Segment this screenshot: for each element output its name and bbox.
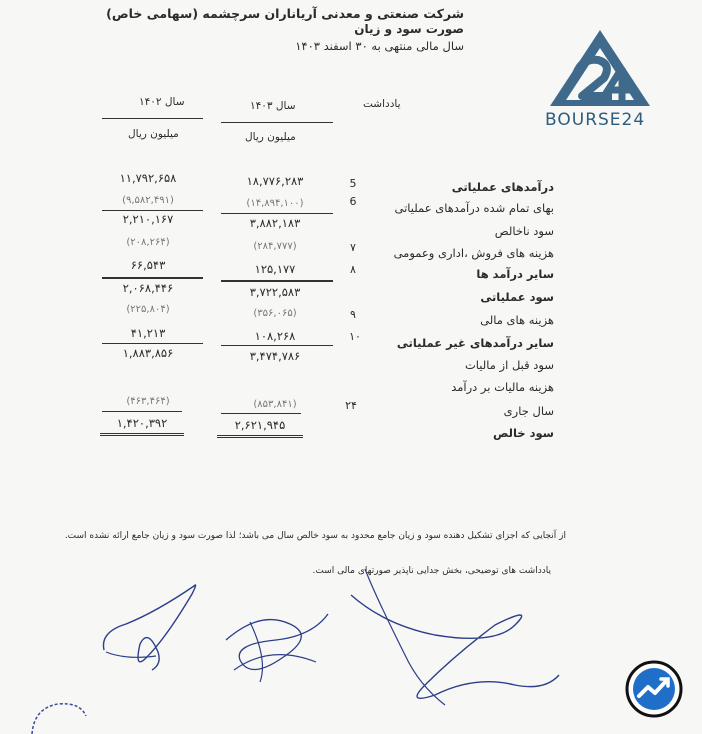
- rule-pretax-current: [221, 345, 333, 346]
- row-current-current-year-tax: (۸۵۳,۸۴۱): [253, 399, 297, 410]
- row-label-gross-profit: سود ناخالص: [494, 224, 554, 238]
- footnote-comprehensive: از آنجایی که اجزای تشکیل دهنده سود و زیان جامع محدود به سود خالص سال می باشد؛ لذا صورت سود و زیان جامع ارائه نشده است.: [64, 531, 566, 541]
- signature-right-icon: [345, 565, 565, 715]
- row-note-finance-costs: ۹: [350, 308, 356, 321]
- rule-pretax-prior: [102, 343, 203, 344]
- row-note-non-operating: ۱۰: [349, 330, 361, 343]
- current-year-header: سال ۱۴۰۳: [250, 100, 296, 112]
- logo-text: BOURSE24: [545, 110, 646, 130]
- rule-gross-current: [221, 213, 333, 214]
- row-note-revenue: 5: [349, 177, 357, 190]
- row-label-revenue: درآمدهای عملیاتی: [451, 180, 554, 194]
- rule-net-double-current: [217, 435, 303, 438]
- row-label-operating-profit: سود عملیاتی: [480, 290, 554, 304]
- row-current-net-profit: ۲,۶۲۱,۹۴۵: [234, 418, 286, 432]
- row-note-other-income: ۸: [350, 263, 356, 276]
- row-prior-current-year-tax: (۴۶۳,۴۶۴): [126, 396, 170, 407]
- header-rule-current: [221, 122, 333, 123]
- row-label-profit-before-tax: سود قبل از مالیات: [464, 358, 554, 372]
- row-prior-cost: (۹,۵۸۲,۴۹۱): [122, 195, 174, 206]
- row-prior-finance-costs: (۲۲۵,۸۰۴): [126, 304, 170, 315]
- row-prior-other-income: ۶۶,۵۴۳: [130, 258, 166, 272]
- signature-middle-icon: [220, 600, 340, 690]
- company-name: شرکت صنعتی و معدنی آریاناران سرچشمه (سهامی خاص): [106, 6, 464, 21]
- row-label-income-tax: هزینه مالیات بر درآمد: [451, 380, 554, 394]
- header-rule-prior: [102, 118, 203, 119]
- row-current-profit-before-tax: ۳,۴۷۴,۷۸۶: [249, 349, 301, 363]
- prior-year-header: سال ۱۴۰۲: [139, 96, 185, 108]
- row-label-sga: هزینه های فروش ،اداری وعمومی: [393, 246, 554, 260]
- rule-net-prior: [102, 411, 182, 412]
- row-label-finance-costs: هزینه های مالی: [480, 313, 554, 327]
- row-prior-profit-before-tax: ۱,۸۸۳,۸۵۶: [122, 346, 174, 360]
- row-label-non-operating: سایر درآمدهای غیر عملیاتی: [396, 336, 554, 350]
- row-prior-revenue: ۱۱,۷۹۲,۶۵۸: [119, 171, 177, 185]
- statement-title: صورت سود و زیان: [354, 22, 464, 36]
- row-prior-gross-profit: ۲,۲۱۰,۱۶۷: [122, 212, 174, 226]
- row-label-net-profit: سود خالص: [492, 426, 554, 440]
- rule-operating-prior: [102, 277, 203, 279]
- row-current-finance-costs: (۳۵۶,۰۶۵): [253, 308, 297, 319]
- row-current-revenue: ۱۸,۷۷۶,۲۸۳: [246, 174, 304, 188]
- row-note-current-year-tax: ۲۴: [345, 399, 357, 412]
- stamp-icon: [28, 700, 88, 734]
- row-prior-sga: (۲۰۸,۲۶۴): [126, 237, 170, 248]
- row-current-non-operating: ۱۰۸,۲۶۸: [254, 329, 296, 343]
- rule-net-double-prior: [100, 433, 184, 436]
- row-prior-net-profit: ۱,۴۲۰,۳۹۲: [116, 416, 168, 430]
- note-column-header: یادداشت: [363, 98, 401, 110]
- row-note-sga: ۷: [350, 241, 356, 254]
- row-current-operating-profit: ۳,۷۲۲,۵۸۳: [249, 285, 301, 299]
- row-current-sga: (۲۸۴,۷۷۷): [253, 241, 297, 252]
- rule-operating-current: [221, 280, 333, 282]
- footnote-notes-part: یادداشت های توضیحی، بخش جدایی ناپذیر صورتهای مالی است.: [312, 566, 551, 576]
- row-label-cost: بهای تمام شده درآمدهای عملیاتی: [394, 201, 554, 215]
- row-prior-operating-profit: ۲,۰۶۸,۴۴۶: [122, 281, 174, 295]
- row-current-gross-profit: ۳,۸۸۲,۱۸۳: [249, 216, 301, 230]
- row-label-current-year-tax: سال جاری: [503, 404, 554, 418]
- row-current-cost: (۱۴,۸۹۴,۱۰۰): [246, 198, 304, 209]
- statement-period: سال مالی منتهی به ۳۰ اسفند ۱۴۰۳: [295, 39, 464, 53]
- row-current-other-income: ۱۲۵,۱۷۷: [254, 262, 296, 276]
- row-label-other-income: سایر درآمد ها: [476, 267, 554, 281]
- row-prior-non-operating: ۴۱,۲۱۳: [130, 326, 166, 340]
- trend-badge-icon: [625, 660, 683, 718]
- unit-current: میلیون ریال: [245, 131, 296, 143]
- rule-net-current: [221, 413, 301, 414]
- signature-left-icon: [96, 572, 216, 682]
- row-note-cost: 6: [349, 195, 357, 208]
- unit-prior: میلیون ریال: [128, 128, 179, 140]
- rule-gross-prior: [102, 210, 203, 211]
